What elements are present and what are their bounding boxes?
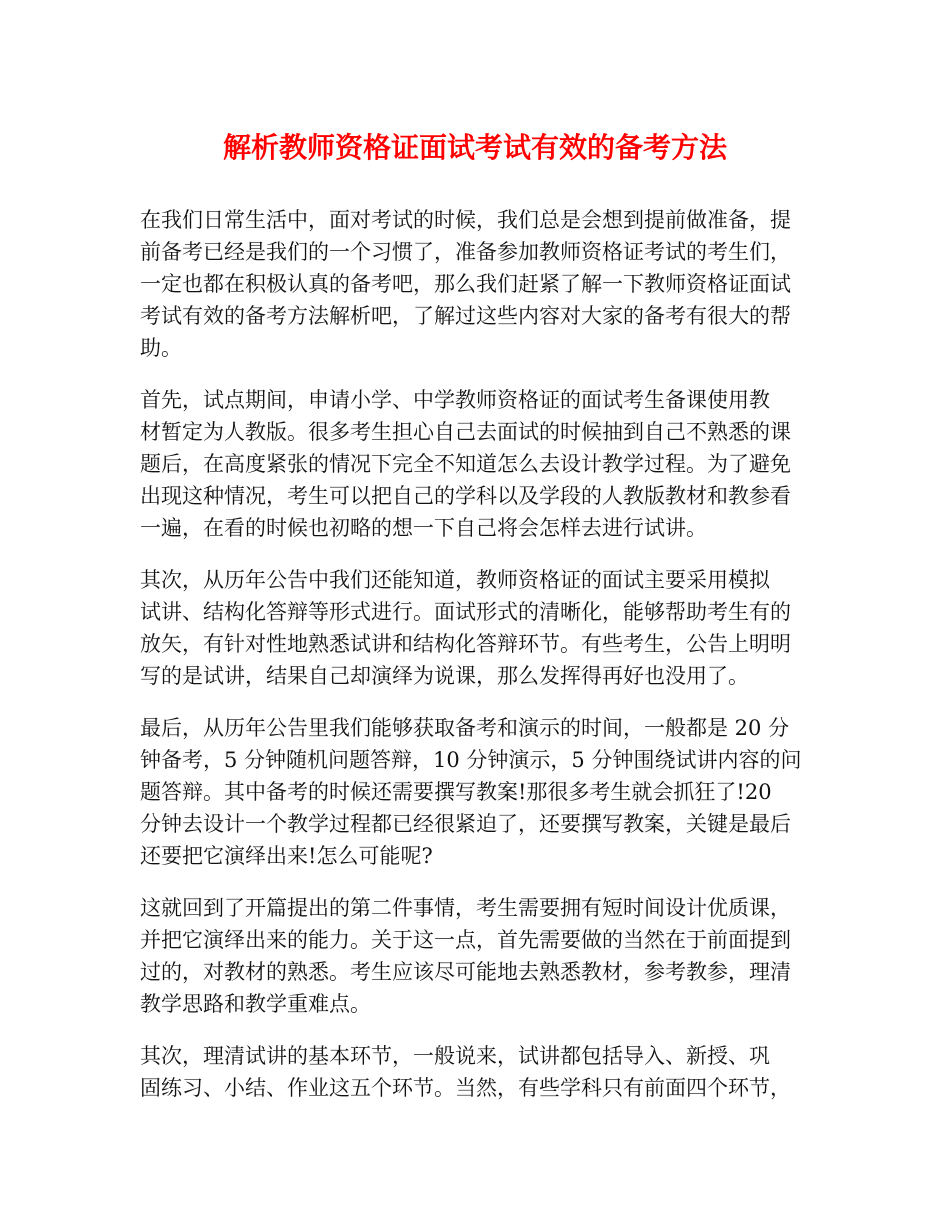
- text-line: 考试有效的备考方法解析吧，了解过这些内容对大家的备考有很大的帮: [140, 304, 791, 328]
- text-line: 其次，理清试讲的基本环节，一般说来，试讲都包括导入、新授、巩: [140, 1044, 770, 1068]
- text-line: 一定也都在积极认真的备考吧，那么我们赶紧了解一下教师资格证面试: [140, 272, 791, 296]
- text-line: 分钟去设计一个教学过程都已经很紧迫了，还要撰写教案，关键是最后: [140, 812, 791, 836]
- text-line: 在我们日常生活中，面对考试的时候，我们总是会想到提前做准备，提: [140, 208, 791, 232]
- text-line: 还要把它演绎出来!怎么可能呢?: [140, 844, 433, 868]
- text-line: 试讲、结构化答辩等形式进行。面试形式的清晰化，能够帮助考生有的: [140, 600, 791, 624]
- text-line: 材暂定为人教版。很多考生担心自己去面试的时候抽到自己不熟悉的课: [140, 420, 791, 444]
- text-line: 过的，对教材的熟悉。考生应该尽可能地去熟悉教材，参考教参，理清: [140, 960, 791, 984]
- document-title: 解析教师资格证面试考试有效的备考方法: [222, 131, 727, 164]
- text-line: 教学思路和教学重难点。: [140, 992, 371, 1016]
- text-line: 放矢，有针对性地熟悉试讲和结构化答辩环节。有些考生，公告上明明: [140, 632, 791, 656]
- text-line: 写的是试讲，结果自己却演绎为说课，那么发挥得再好也没用了。: [140, 664, 749, 688]
- text-line: 题答辩。其中备考的时候还需要撰写教案!那很多考生就会抓狂了!20: [140, 780, 772, 804]
- text-line: 并把它演绎出来的能力。关于这一点，首先需要做的当然在于前面提到: [140, 928, 791, 952]
- text-line: 题后，在高度紧张的情况下完全不知道怎么去设计教学过程。为了避免: [140, 452, 791, 476]
- text-line: 助。: [140, 336, 182, 360]
- text-line: 钟备考，5 分钟随机问题答辩，10 分钟演示，5 分钟围绕试讲内容的问: [140, 748, 802, 772]
- text-line: 固练习、小结、作业这五个环节。当然，有些学科只有前面四个环节，: [140, 1076, 791, 1100]
- text-line: 出现这种情况，考生可以把自己的学科以及学段的人教版教材和教参看: [140, 484, 791, 508]
- text-line: 前备考已经是我们的一个习惯了，准备参加教师资格证考试的考生们，: [140, 240, 791, 264]
- text-line: 首先，试点期间，申请小学、中学教师资格证的面试考生备课使用教: [140, 388, 770, 412]
- text-line: 一遍，在看的时候也初略的想一下自己将会怎样去进行试讲。: [140, 516, 707, 540]
- text-line: 其次，从历年公告中我们还能知道，教师资格证的面试主要采用模拟: [140, 568, 770, 592]
- text-line: 这就回到了开篇提出的第二件事情，考生需要拥有短时间设计优质课，: [140, 896, 791, 920]
- text-line: 最后，从历年公告里我们能够获取备考和演示的时间，一般都是 20 分: [140, 716, 790, 740]
